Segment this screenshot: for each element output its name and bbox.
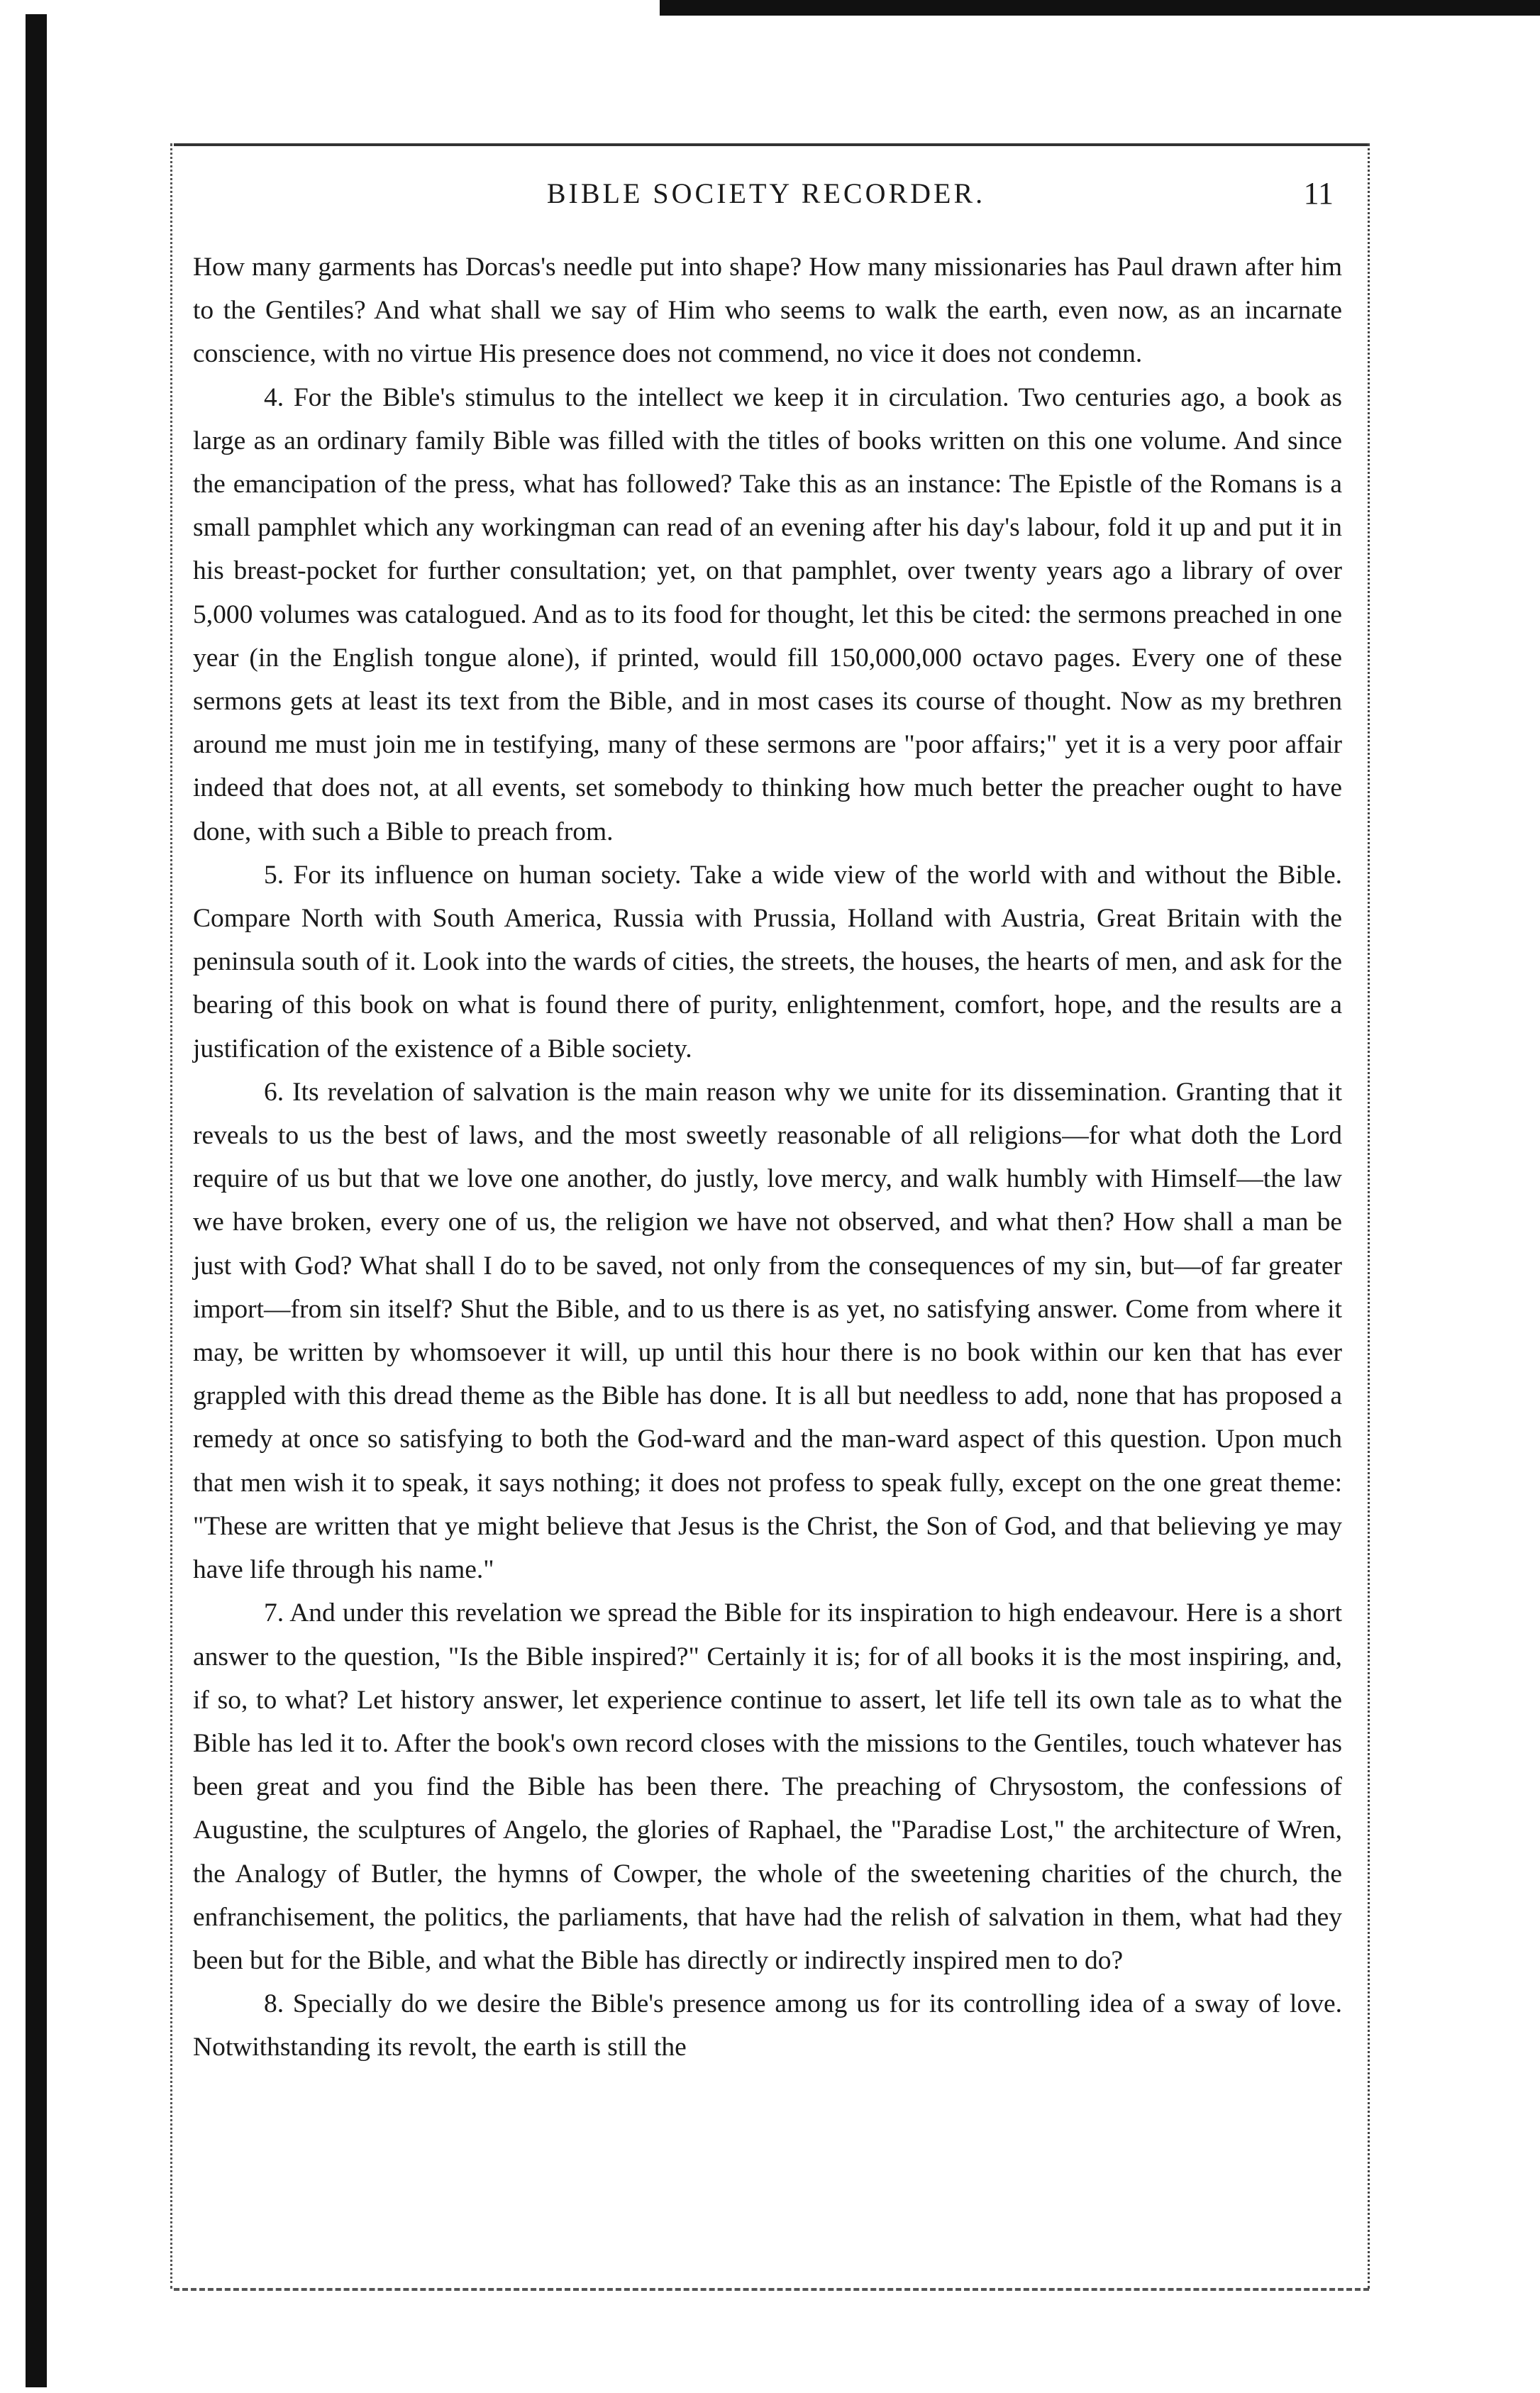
paragraph-continuation: How many garments has Dorcas's needle put into shape? How many missionaries has Paul drawn after him to the Gentiles? And what shall we say of Him who seems to walk the earth, even now, as an incarnate conscience, with no virtue His presence does not commend, no vice it does not condemn. [193,253,1342,369]
paragraph-point-4: 4. For the Bible's stimulus to the intellect we keep it in circulation. Two centuries ago, a book as large as an ordinary family Bible was filled with the titles of books written on this one volume. And since the emancipation of the press, what has followed? Take this as an instance: The Epistle of the Romans is a small pamphlet which any workingman can read of an evening after his day's labour, fold it up and put it in his breast-pocket for further consultation; yet, on that pamphlet, over twenty years ago a library of over 5,000 volumes was catalogued. And as to its food for thought, let this be cited: the sermons preached in one year (in the English tongue alone), if printed, would fill 150,000,000 octavo pages. Every one of these sermons gets at least its text from the Bible, and in most cases its course of thought. Now as my brethren around me must join me in testifying, many of these sermons are "poor affairs;" yet it is a very poor affair indeed that does not, at all events, set somebody to thinking how much better the preacher ought to have done, with such a Bible to preach from. [193,382,1342,846]
paragraph-point-5: 5. For its influence on human society. Take a wide view of the world with and without the Bible. Compare North with South America, Russia with Prussia, Holland with Austria, Great Britain with the peninsula south of it. Look into the wards of cities, the streets, the houses, the hearts of men, and ask for the bearing of this book on what is found there of purity, enlightenment, comfort, hope, and the results are a justification of the existence of a Bible society. [193,860,1342,1063]
page-number: 11 [1303,176,1334,211]
scan-edge-left [26,14,47,2387]
page-bottom-rule [174,2288,1369,2291]
paragraph-point-6: 6. Its revelation of salvation is the main reason why we unite for its dissemination. Granting that it reveals to us the best of laws, and the most sweetly reasonable of all religions—for what doth the Lord require of us but that we love one another, do justly, love mercy, and walk humbly with Himself—the law we have broken, every one of us, the religion we have not observed, and what then? How shall a man be just with God? What shall I do to be saved, not only from the consequences of my sin, but—of far greater import—from sin itself? Shut the Bible, and to us there is as yet, no satisfying answer. Come from where it may, be written by whomsoever it will, up until this hour there is no book within our ken that has ever grappled with this dread theme as the Bible has done. It is all but needless to add, none that has proposed a remedy at once so satisfying to both the God-ward and the man-ward aspect of this question. Upon much that men wish it to speak, it says nothing; it does not profess to speak fully, except on the one great theme: "These are written that ye might believe that Jesus is the Christ, the Son of God, and that believing ye may have life through his name." [193,1077,1342,1585]
body-text [193,245,1342,2069]
running-title: BIBLE SOCIETY RECORDER. [546,177,986,209]
paragraph-point-8: 8. Specially do we desire the Bible's presence among us for its controlling idea of a sway of love. Notwithstanding its revolt, the earth is still the [193,1989,1342,2062]
running-head [199,169,1334,219]
page-left-frame [170,143,172,2289]
paragraph-point-7: 7. And under this revelation we spread the Bible for its inspiration to high endeavour. Here is a short answer to the question, "Is the Bible inspired?" Certainly it is; for of all books it is the most inspiring, and, if so, to what? Let history answer, let experience continue to assert, let life tell its own tale as to what the Bible has led it to. After the book's own record closes with the missions to the Gentiles, touch whatever has been great and you find the Bible has been there. The preaching of Chrysostom, the confessions of Augustine, the sculptures of Angelo, the glories of Raphael, the "Paradise Lost," the architecture of Wren, the Analogy of Butler, the hymns of Cowper, the whole of the sweetening charities of the church, the enfranchisement, the politics, the parliaments, that have had the relish of salvation in them, what had they been but for the Bible, and what the Bible has directly or indirectly inspired men to do? [193,1598,1342,1975]
page-top-rule [174,143,1369,146]
page-right-frame [1368,143,1370,2289]
scan-edge-top [660,0,1540,16]
